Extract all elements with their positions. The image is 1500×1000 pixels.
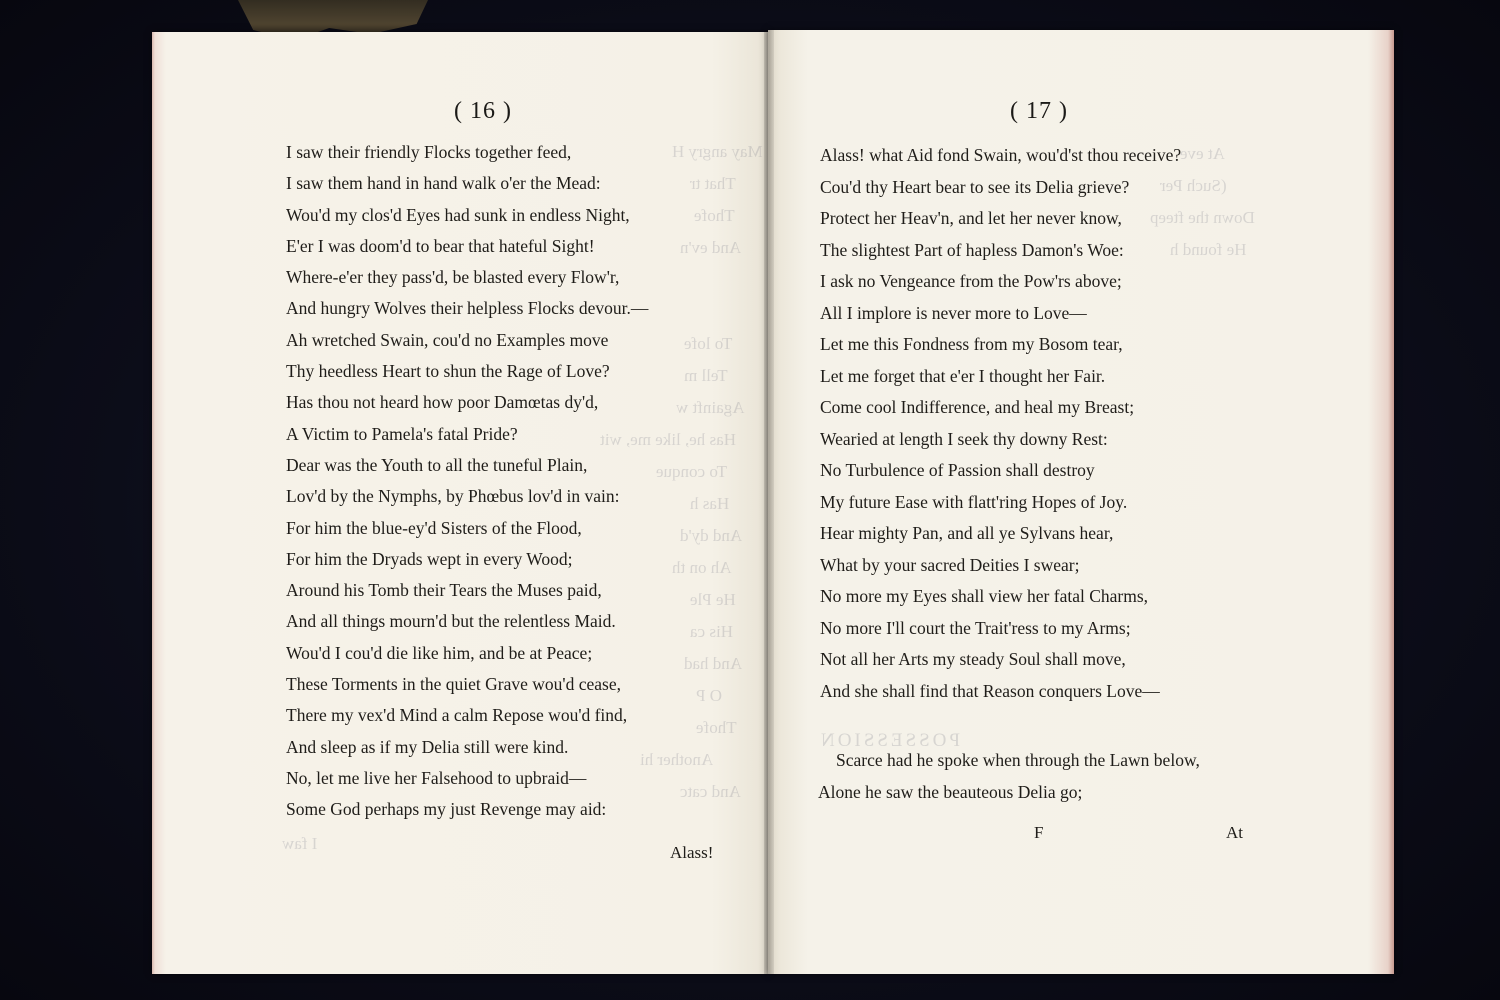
poem-right-page xyxy=(820,140,1181,707)
poem-line: Has thou not heard how poor Damœtas dy'd, xyxy=(286,392,599,413)
poem-line: For him the blue-ey'd Sisters of the Flood, xyxy=(286,517,582,538)
show-through-left-13: He Ple xyxy=(690,590,736,609)
show-through-left-15: And had xyxy=(684,654,743,673)
poem-line: No more my Eyes shall view her fatal Charms, xyxy=(820,586,1149,606)
poem-line: Wou'd my clos'd Eyes had sunk in endless Night, xyxy=(286,204,630,225)
poem-line: Not all her Arts my steady Soul shall move, xyxy=(820,649,1126,669)
catchword-right: At xyxy=(1226,823,1243,842)
poem-line: Hear mighty Pan, and all ye Sylvans hear, xyxy=(820,523,1114,543)
poem-line: No, let me live her Falsehood to upbraid— xyxy=(286,767,587,788)
poem-line: And sleep as if my Delia still were kind. xyxy=(286,736,569,757)
poem-line: Ah wretched Swain, cou'd no Examples move xyxy=(286,329,609,350)
poem-line: I saw them hand in hand walk o'er the Mead: xyxy=(286,173,601,194)
show-through-right-1: At eve xyxy=(1180,144,1225,163)
poem-line: For him the Dryads wept in every Wood; xyxy=(286,548,573,569)
poem-line: I ask no Vengeance from the Pow'rs above; xyxy=(820,271,1122,291)
poem-line: Alone he saw the beauteous Delia go; xyxy=(818,782,1083,802)
show-through-left-2: That tr xyxy=(690,174,736,193)
show-through-left-12: Ah on th xyxy=(672,558,732,577)
show-through-left-1: May angry H xyxy=(672,142,763,161)
show-through-left-6: Tell m xyxy=(684,366,728,385)
poem-line: And hungry Wolves their helpless Flocks devour.— xyxy=(286,298,649,319)
poem-line: Some God perhaps my just Revenge may aid: xyxy=(286,799,607,820)
poem-line: Cou'd thy Heart bear to see its Delia grieve? xyxy=(820,176,1130,197)
show-through-left-14: His ca xyxy=(690,622,733,641)
poem-left-page xyxy=(286,137,648,826)
book-gutter xyxy=(764,30,774,974)
poem-line: E'er I was doom'd to bear that hateful Sight! xyxy=(286,235,595,256)
poem-line: Come cool Indifference, and heal my Breast; xyxy=(820,397,1135,417)
show-through-left-7: Againft w xyxy=(676,398,745,417)
show-through-left-19: And catc xyxy=(680,782,741,801)
poem-line: I saw their friendly Flocks together feed, xyxy=(286,142,572,162)
show-through-left-4: And ev'n xyxy=(680,238,742,257)
poem-line: Wearied at length I seek thy downy Rest: xyxy=(820,428,1108,449)
poem-line: And she shall find that Reason conquers Love— xyxy=(820,680,1160,701)
poem-line: Alass! what Aid fond Swain, wou'd'st thou receive? xyxy=(820,145,1182,165)
poem-line: These Torments in the quiet Grave wou'd cease, xyxy=(286,674,621,695)
show-through-right-3: Down the fteep xyxy=(1150,208,1255,227)
poem-line: Let me forget that e'er I thought her Fair. xyxy=(820,365,1106,386)
show-through-left-3: Thofe xyxy=(694,206,735,225)
show-through-left-16: O P xyxy=(696,686,722,705)
closing-stanza xyxy=(818,744,1200,808)
poem-line: Lov'd by the Nymphs, by Phœbus lov'd in vain: xyxy=(286,486,620,507)
poem-line: A Victim to Pamela's fatal Pride? xyxy=(286,423,518,444)
show-through-left-18: Another hi xyxy=(640,750,714,769)
poem-line: And all things mourn'd but the relentless Maid. xyxy=(286,611,616,632)
poem-line: There my vex'd Mind a calm Repose wou'd find, xyxy=(286,705,628,726)
poem-line: My future Ease with flatt'ring Hopes of Joy. xyxy=(820,491,1128,512)
catchword-left: Alass! xyxy=(670,843,714,862)
show-through-left-8: Has he, like me, wit xyxy=(600,430,736,449)
poem-line: No more I'll court the Trait'ress to my Arms; xyxy=(820,617,1131,638)
poem-line: Dear was the Youth to all the tuneful Plain, xyxy=(286,454,588,475)
poem-line: What by your sacred Deities I swear; xyxy=(820,554,1080,575)
poem-line: Around his Tomb their Tears the Muses paid, xyxy=(286,580,602,601)
poem-line: Let me this Fondness from my Bosom tear, xyxy=(820,334,1123,354)
poem-line: Protect her Heav'n, and let her never know, xyxy=(820,208,1122,228)
show-through-left-5: To lofe xyxy=(684,334,733,353)
show-through-right-5: POSSESSION xyxy=(818,730,960,751)
page-number-right: ( 17 ) xyxy=(1010,98,1068,124)
poem-line: Scarce had he spoke when through the Lawn below, xyxy=(836,750,1200,770)
show-through-left-20: I faw xyxy=(282,834,318,853)
signature-mark: F xyxy=(1034,823,1044,842)
poem-line: All I implore is never more to Love— xyxy=(820,302,1087,323)
show-through-right-2: (Such Per xyxy=(1160,176,1227,195)
poem-line: The slightest Part of hapless Damon's Woe: xyxy=(820,239,1124,260)
page-number-left: ( 16 ) xyxy=(454,98,512,124)
show-through-left-9: To conque xyxy=(656,462,728,481)
show-through-left-17: Thofe xyxy=(696,718,737,737)
show-through-left-11: And dy'd xyxy=(680,526,743,545)
show-through-right-4: He found h xyxy=(1170,240,1247,259)
poem-line: No Turbulence of Passion shall destroy xyxy=(820,460,1095,480)
poem-line: Where-e'er they pass'd, be blasted every Flow'r, xyxy=(286,267,620,288)
poem-line: Wou'd I cou'd die like him, and be at Peace; xyxy=(286,642,593,663)
poem-line: Thy heedless Heart to shun the Rage of Love? xyxy=(286,361,610,382)
show-through-left-10: Has h xyxy=(690,494,730,513)
